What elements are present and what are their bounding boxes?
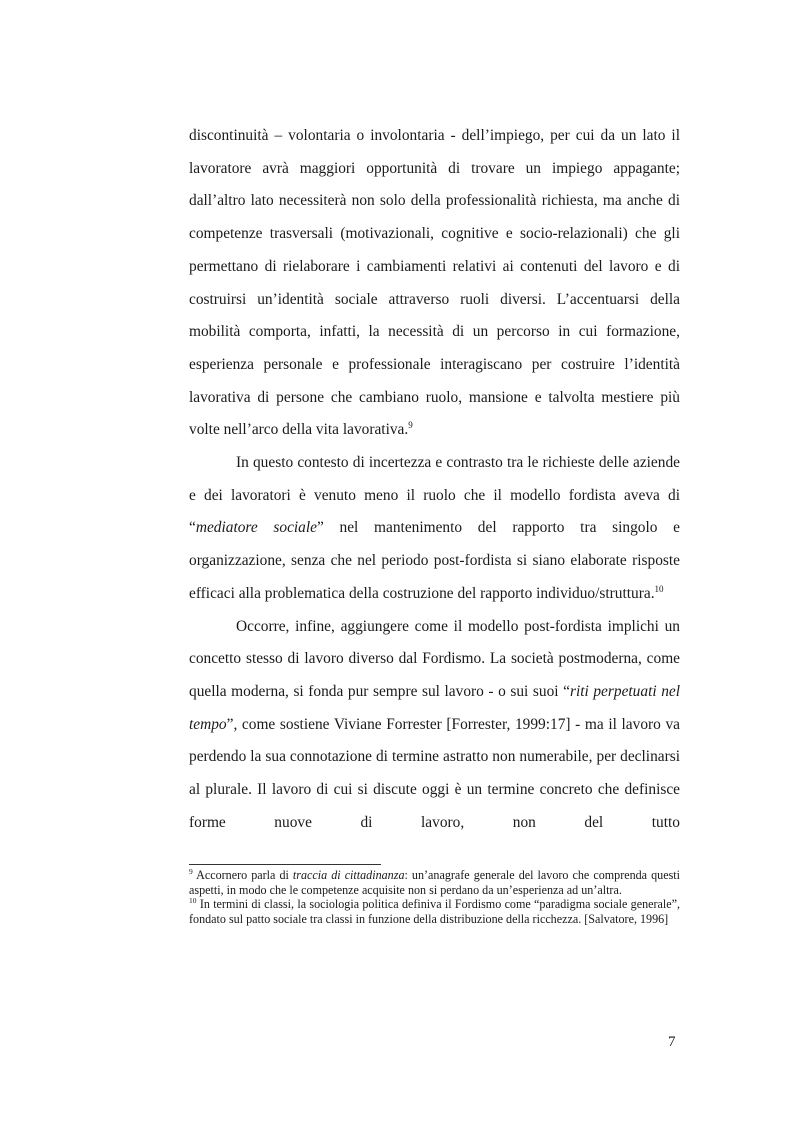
footnote-9-number: 9 bbox=[189, 867, 193, 876]
footnote-10-text: In termini di classi, la sociologia politica definiva il Fordismo come “paradigma sociale generale”, fondato sul patto sociale tra classi in funzione della distribuzione della ricchezza. [Salvatore, 1996] bbox=[189, 897, 680, 926]
paragraph-2-emphasis: mediatore sociale bbox=[195, 519, 317, 537]
main-text bbox=[189, 120, 680, 839]
paragraph-3-after: ”, come sostiene Viviane Forrester [Forrester, 1999:17] - ma il lavoro va perdendo la sua connotazione di termine astratto non numerabile, per declinarsi al plurale. Il lavoro di cui si discute oggi è un termine concreto che definisce forme nuove di lavoro, non del tutto bbox=[189, 715, 680, 831]
footnote-9 bbox=[189, 868, 680, 897]
footnote-ref-10: 10 bbox=[654, 583, 664, 594]
footnote-10 bbox=[189, 897, 680, 926]
paragraph-2-after: ” nel mantenimento del rapporto tra singolo e organizzazione, senza che nel periodo post-fordista si siano elaborate risposte efficaci alla problematica della costruzione del rapporto individuo/struttura. bbox=[189, 519, 680, 602]
footnote-9-before: Accornero parla di bbox=[196, 868, 293, 882]
paragraph-3 bbox=[189, 611, 680, 840]
footnote-10-number: 10 bbox=[189, 896, 197, 905]
page-number: 7 bbox=[668, 1034, 676, 1050]
footnote-ref-9: 9 bbox=[408, 420, 413, 431]
footnote-9-after: : un’anagrafe generale del lavoro che comprenda questi aspetti, in modo che le competenze acquisite non si perdano da un’esperienza ad un’altra. bbox=[189, 868, 680, 897]
paragraph-1-text: discontinuità – volontaria o involontaria - dell’impiego, per cui da un lato il lavoratore avrà maggiori opportunità di trovare un impiego appagante; dall’altro lato necessiterà non solo della professionalità richiesta, ma anche di competenze trasversali (motivazionali, cognitive e socio-relazionali) che gli permettano di rielaborare i cambiamenti relativi ai contenuti del lavoro e di costruirsi un’identità sociale attraverso ruoli diversi. L’accentuarsi della mobilità comporta, infatti, la necessità di un percorso in cui formazione, esperienza personale e professionale interagiscano per costruire l’identità lavorativa di persone che cambiano ruolo, mansione e talvolta mestiere più volte nell’arco della vita lavorativa. bbox=[189, 127, 680, 439]
paragraph-3-emphasis: riti perpetuati nel tempo bbox=[189, 682, 680, 733]
paragraph-2 bbox=[189, 447, 680, 611]
footnote-9-emphasis: traccia di cittadinanza bbox=[292, 868, 405, 882]
footnote-separator bbox=[189, 864, 381, 865]
paragraph-1 bbox=[189, 120, 680, 447]
footnotes bbox=[189, 868, 680, 926]
paragraph-2-before: In questo contesto di incertezza e contrasto tra le richieste delle aziende e dei lavoratori è venuto meno il ruolo che il modello fordista aveva di “ bbox=[189, 454, 680, 537]
paragraph-3-before: Occorre, infine, aggiungere come il modello post-fordista implichi un concetto stesso di lavoro diverso dal Fordismo. La società postmoderna, come quella moderna, si fonda pur sempre sul lavoro - o sui suoi “ bbox=[189, 617, 680, 700]
